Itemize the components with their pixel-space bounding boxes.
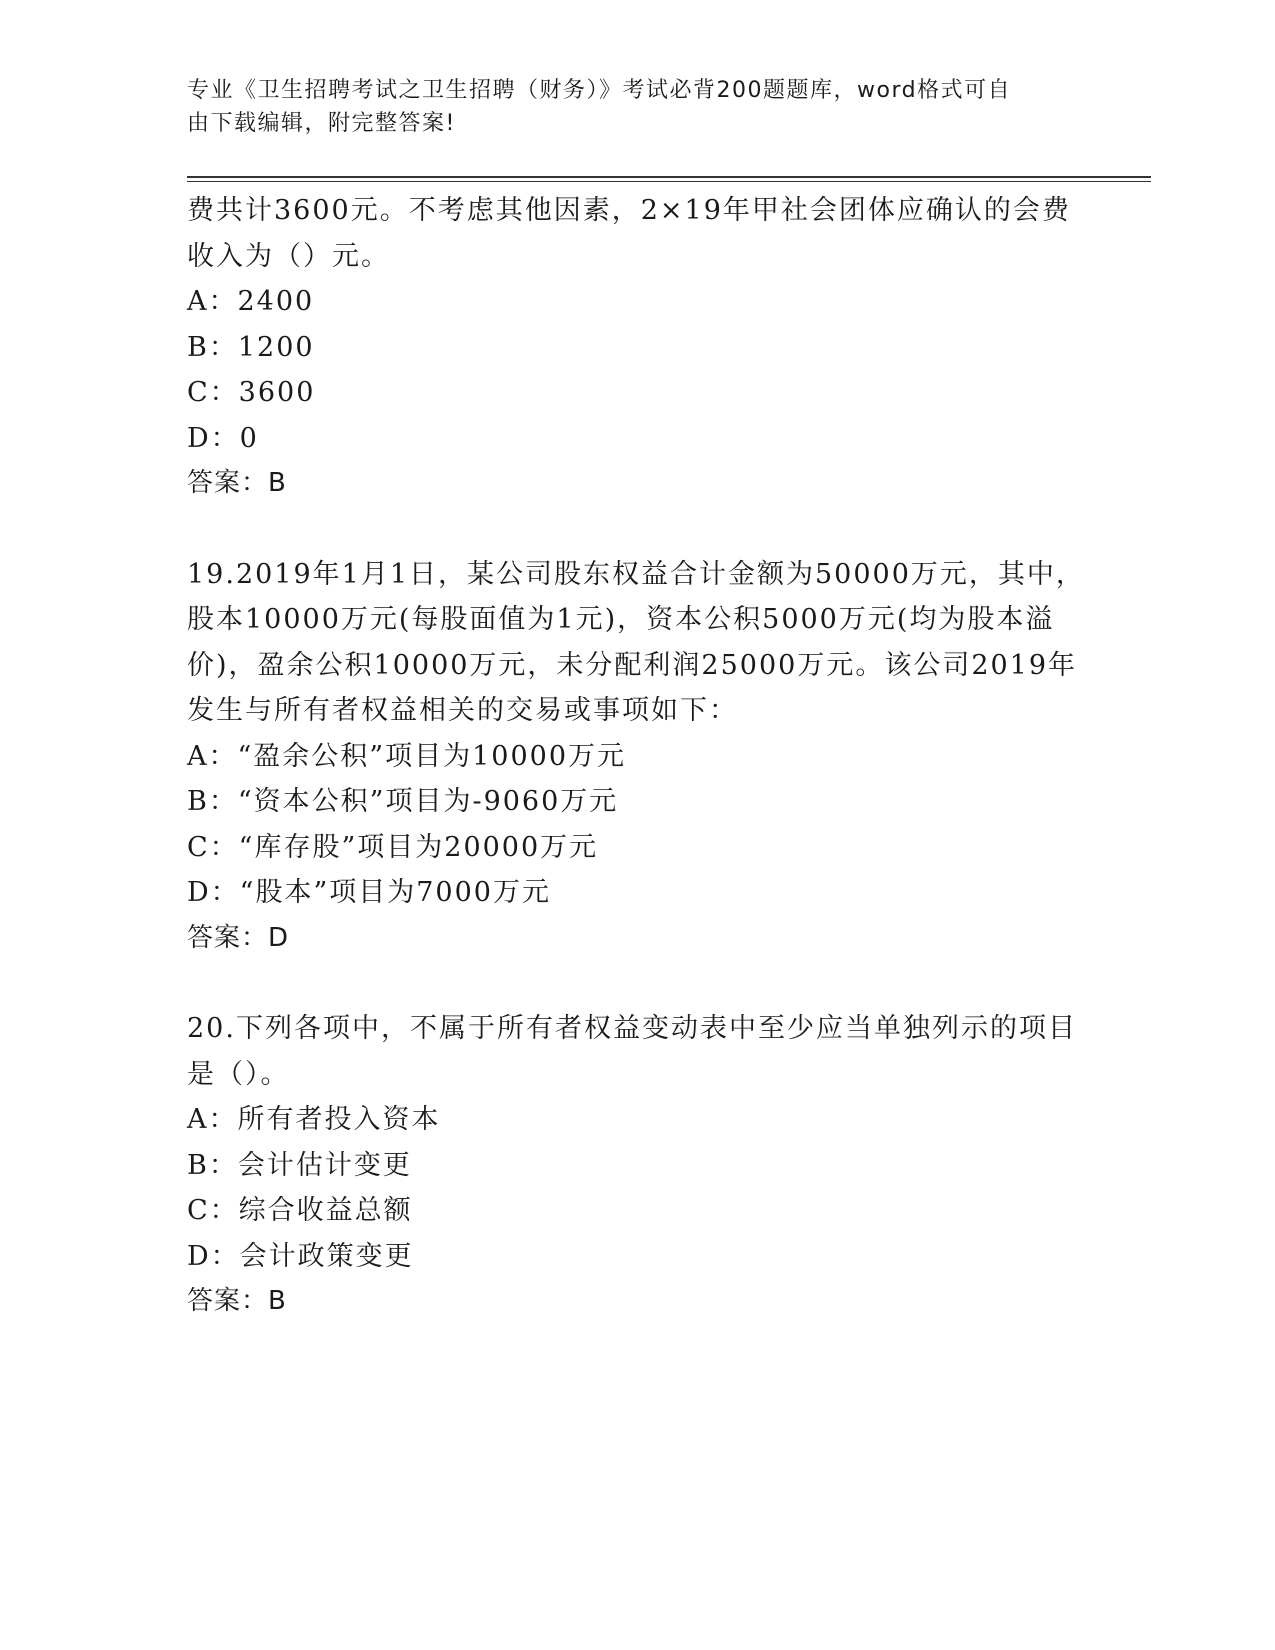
question-spacer xyxy=(187,961,1087,1006)
question-19 xyxy=(187,552,1087,962)
option-b: B：“资本公积”项目为-9060万元 xyxy=(187,786,619,817)
option-a: A：所有者投入资本 xyxy=(187,1104,441,1135)
question-stem-line: 收入为（）元。 xyxy=(187,240,390,272)
header-rule-thin xyxy=(187,181,1151,182)
question-20 xyxy=(187,1006,1087,1325)
question-stem-line: 发生与所有者权益相关的交易或事项如下： xyxy=(187,695,738,726)
option-b: B：会计估计变更 xyxy=(187,1149,412,1181)
option-c: C：“库存股”项目为20000万元 xyxy=(187,831,599,863)
question-stem-line: 费共计3600元。不考虑其他因素，2×19年甲社会团体应确认的会费 xyxy=(187,195,1071,226)
question-stem-line: 是（）。 xyxy=(187,1058,290,1090)
document-body xyxy=(187,188,1087,1325)
answer-line: 答案：B xyxy=(187,1286,287,1316)
answer-line: 答案：B xyxy=(187,468,287,498)
header-rule-thick xyxy=(187,176,1151,178)
question-stem-line: 价)，盈余公积10000万元，未分配利润25000万元。该公司2019年 xyxy=(187,649,1078,681)
option-d: D：会计政策变更 xyxy=(187,1240,414,1272)
header-line-2: 由下载编辑，附完整答案! xyxy=(187,111,456,136)
option-a: A：“盈余公积”项目为10000万元 xyxy=(187,740,626,772)
option-c: C：综合收益总额 xyxy=(187,1195,413,1226)
header-line-1: 专业《卫生招聘考试之卫生招聘（财务）》考试必背200题题库，word格式可自 xyxy=(187,78,1012,103)
answer-line: 答案：D xyxy=(187,922,290,953)
option-a: A：2400 xyxy=(187,286,315,317)
question-stem-line: 20.下列各项中，不属于所有者权益变动表中至少应当单独列示的项目 xyxy=(187,1013,1077,1044)
question-stem-line: 19.2019年1月1日，某公司股东权益合计金额为50000万元，其中， xyxy=(187,558,1085,590)
question-stem-line: 股本10000万元(每股面值为1元)，资本公积5000万元(均为股本溢 xyxy=(187,604,1055,635)
option-d: D：0 xyxy=(187,422,259,454)
page-header xyxy=(187,74,1067,140)
option-d: D：“股本”项目为7000万元 xyxy=(187,877,551,908)
question-18 xyxy=(187,188,1087,507)
option-b: B：1200 xyxy=(187,331,315,363)
option-c: C：3600 xyxy=(187,377,316,408)
question-spacer xyxy=(187,507,1087,552)
